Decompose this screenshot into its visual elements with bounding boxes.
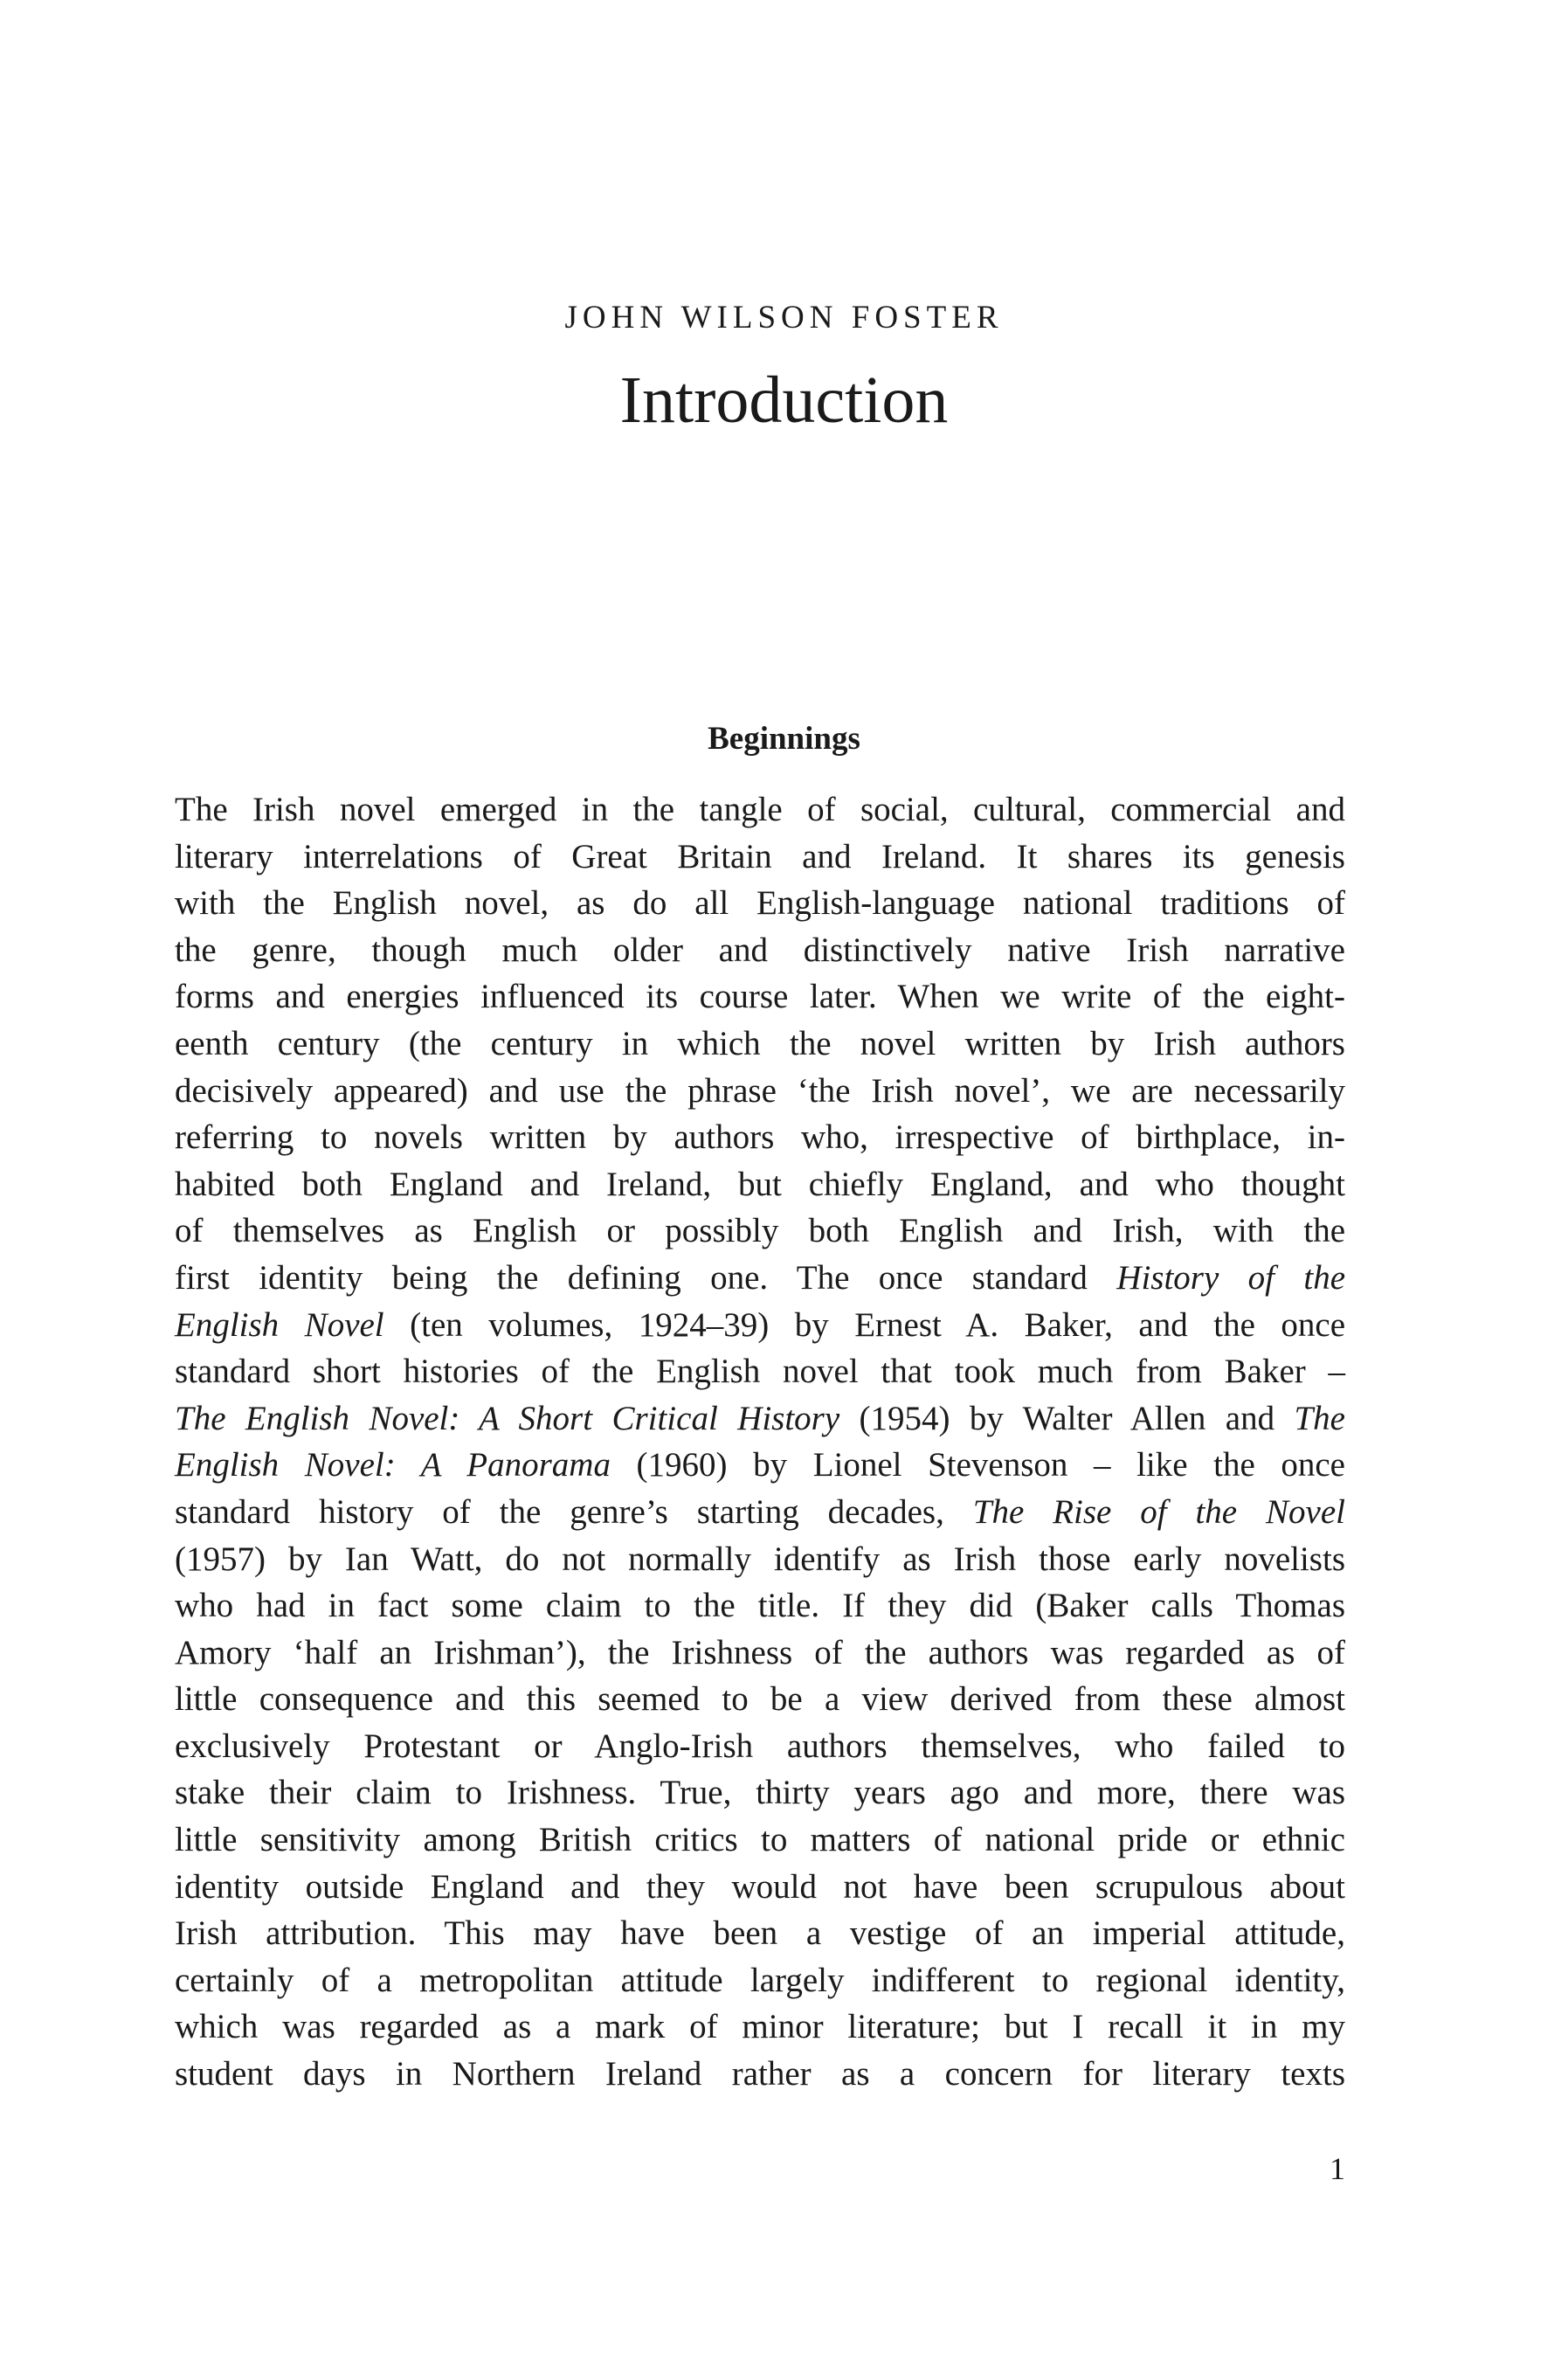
text-line: Amory ‘half an Irishman’), the Irishness of the authors was regarded as of <box>175 1633 1345 1671</box>
text-line: literary interrelations of Great Britain and Ireland. It shares its genesis <box>175 837 1345 875</box>
text-line: The English Novel: A Short Critical History (1954) by Walter Allen and The <box>175 1399 1345 1437</box>
section-heading: Beginnings <box>708 721 860 757</box>
text-line: certainly of a metropolitan attitude largely indifferent to regional identity, <box>175 1961 1345 1999</box>
text-line: of themselves as English or possibly both English and Irish, with the <box>175 1212 1345 1250</box>
text-line: decisively appeared) and use the phrase ‘the Irish novel’, we are necessarily <box>175 1071 1345 1110</box>
author-name: JOHN WILSON FOSTER <box>564 300 1004 336</box>
text-line: habited both England and Ireland, but chiefly England, and who thought <box>175 1165 1345 1203</box>
text-line: standard short histories of the English novel that took much from Baker – <box>175 1353 1345 1391</box>
text-line: identity outside England and they would not have been scrupulous about <box>175 1867 1345 1906</box>
text-line: stake their claim to Irishness. True, thirty years ago and more, there was <box>175 1774 1345 1812</box>
text-line: little sensitivity among British critics to matters of national pride or ethnic <box>175 1821 1345 1859</box>
text-line: English Novel (ten volumes, 1924–39) by Ernest A. Baker, and the once <box>175 1305 1346 1344</box>
text-line: little consequence and this seemed to be a view derived from these almost <box>175 1680 1345 1719</box>
text-line: the genre, though much older and distinctively native Irish narrative <box>175 931 1345 969</box>
text-line: referring to novels written by authors who, irrespective of birthplace, in- <box>175 1118 1345 1157</box>
text-line: exclusively Protestant or Anglo-Irish authors themselves, who failed to <box>175 1727 1345 1765</box>
page-number: 1 <box>1330 2151 1345 2186</box>
text-line: eenth century (the century in which the novel written by Irish authors <box>175 1024 1345 1062</box>
chapter-title: Introduction <box>619 363 949 437</box>
text-line: who had in fact some claim to the title. If they did (Baker calls Thomas <box>175 1587 1345 1625</box>
text-line: first identity being the defining one. The once standard History of the <box>175 1258 1345 1297</box>
text-line: The Irish novel emerged in the tangle of social, cultural, commercial and <box>175 791 1345 828</box>
text-line: Irish attribution. This may have been a vestige of an imperial attitude, <box>175 1914 1345 1953</box>
body-paragraph <box>175 786 1345 2098</box>
text-line: English Novel: A Panorama (1960) by Lionel Stevenson – like the once <box>175 1446 1345 1484</box>
text-line: standard history of the genre’s starting decades, The Rise of the Novel <box>175 1492 1345 1531</box>
text-line: with the English novel, as do all English-language national traditions of <box>175 884 1345 923</box>
text-line: forms and energies influenced its course later. When we write of the eight- <box>175 978 1345 1016</box>
text-line: (1957) by Ian Watt, do not normally identify as Irish those early novelists <box>175 1540 1345 1578</box>
text-line: student days in Northern Ireland rather as a concern for literary texts <box>175 2055 1345 2093</box>
text-line: which was regarded as a mark of minor literature; but I recall it in my <box>175 2008 1345 2046</box>
